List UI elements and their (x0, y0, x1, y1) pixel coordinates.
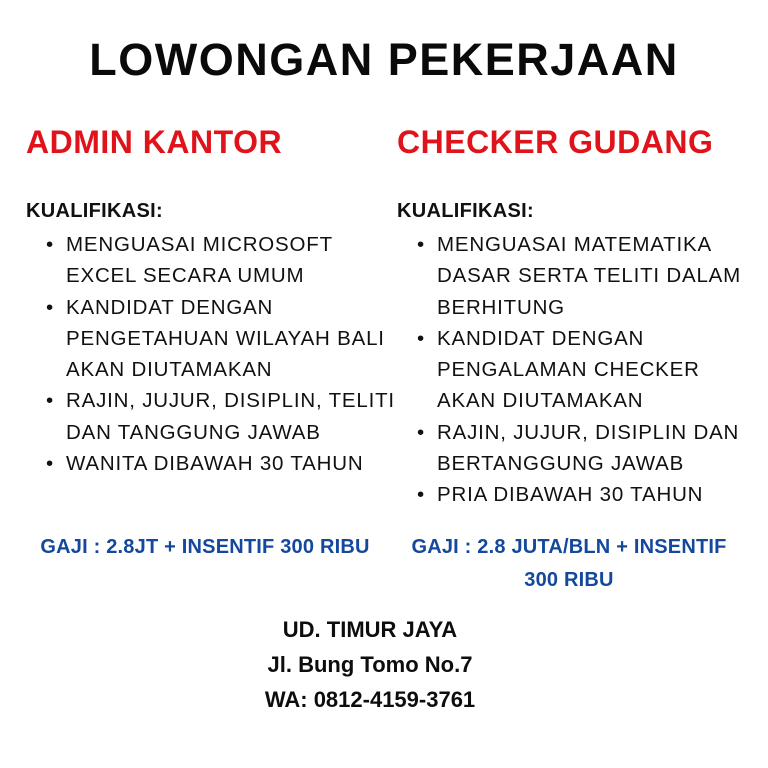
bullet-dot-icon: • (417, 326, 425, 350)
requirement-item: • RAJIN, JUJUR, DISIPLIN DAN BERTANGGUNG JAWAB (397, 417, 757, 480)
bullet-dot-icon: • (417, 483, 425, 507)
job-column-admin-kantor (26, 120, 401, 479)
requirement-item: • PRIA DIBAWAH 30 TAHUN (397, 479, 757, 510)
company-address: Jl. Bung Tomo No.7 (267, 652, 473, 677)
bullet-dot-icon: • (417, 233, 425, 256)
salary-admin-kantor: GAJI : 2.8JT + INSENTIF 300 RIBU (40, 536, 370, 558)
requirement-item: • KANDIDAT DENGAN PENGETAHUAN WILAYAH BALI AKAN DIUTAMAKAN (26, 292, 401, 386)
requirement-item: • RAJIN, JUJUR, DISIPLIN, TELITI DAN TANGGUNG JAWAB (26, 385, 401, 448)
requirement-list (397, 229, 757, 511)
job-title-checker-gudang: CHECKER GUDANG (397, 124, 714, 160)
page-title: LOWONGAN PEKERJAAN (89, 34, 679, 85)
requirement-list (26, 229, 401, 479)
requirement-item: • MENGUASAI MICROSOFT EXCEL SECARA UMUM (26, 229, 401, 292)
company-name: UD. TIMUR JAYA (282, 617, 458, 642)
qualification-label: KUALIFIKASI: (397, 200, 534, 222)
bullet-dot-icon: • (417, 420, 425, 444)
job-title-admin-kantor: ADMIN KANTOR (26, 124, 283, 160)
job-column-checker-gudang (397, 120, 757, 511)
bullet-dot-icon: • (46, 233, 54, 256)
requirement-item: • MENGUASAI MATEMATIKA DASAR SERTA TELITI DALAM BERHITUNG (397, 229, 757, 323)
requirement-item: • WANITA DIBAWAH 30 TAHUN (26, 448, 401, 479)
bullet-dot-icon: • (46, 295, 54, 319)
bullet-dot-icon: • (46, 389, 54, 413)
bullet-dot-icon: • (46, 452, 54, 476)
company-contact: WA: 0812-4159-3761 (264, 687, 476, 712)
salary-checker-gudang: GAJI : 2.8 JUTA/BLN + INSENTIF 300 RIBU (411, 536, 727, 591)
qualification-label: KUALIFIKASI: (26, 200, 163, 222)
company-info (0, 612, 740, 717)
requirement-item: • KANDIDAT DENGAN PENGALAMAN CHECKER AKAN DIUTAMAKAN (397, 323, 757, 417)
